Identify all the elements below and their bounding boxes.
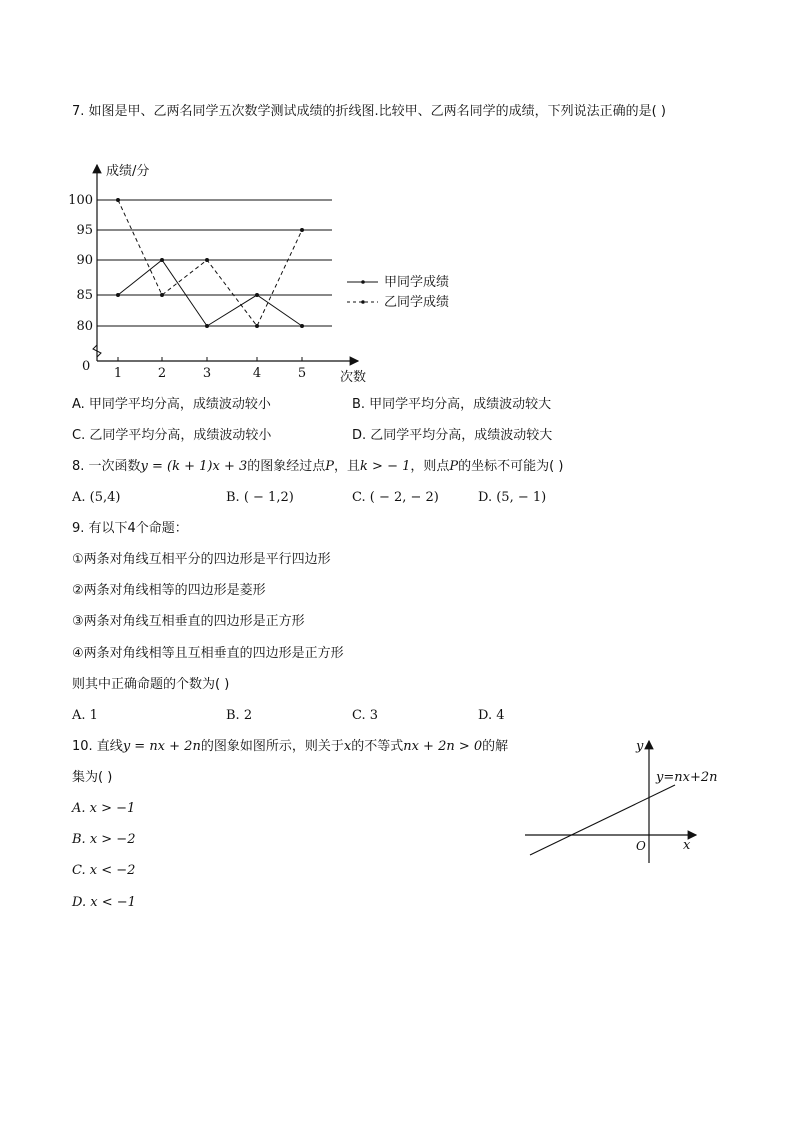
point-jia-5 — [300, 324, 304, 328]
q10-option-b[interactable]: B. x > −2 — [72, 832, 136, 847]
q9-option-d[interactable]: D. 4 — [478, 708, 505, 723]
legend-marker-yi — [361, 300, 365, 304]
q9-prop-1: ①两条对角线互相平分的四边形是平行四边形 — [72, 552, 331, 567]
line-chart — [60, 155, 460, 385]
q10-y-label: y — [636, 739, 644, 754]
y-tick-label-95: 95 — [76, 223, 93, 238]
q10-stem — [72, 739, 508, 755]
q10-option-a[interactable]: A. x > −1 — [72, 801, 136, 816]
q7-option-b[interactable]: B. 甲同学平均分高，成绩波动较大 — [352, 397, 552, 412]
point-yi-2 — [160, 293, 164, 297]
q10-graph — [520, 735, 730, 875]
q10-x-label: x — [683, 838, 691, 853]
x-tick-label-3: 3 — [202, 366, 212, 381]
q10-formula: y = nx + 2n — [122, 739, 201, 754]
y-tick-label-80: 80 — [76, 319, 93, 334]
y-tick-label-90: 90 — [76, 253, 93, 268]
x-tick-label-1: 1 — [113, 366, 123, 381]
q8-prefix: 8. 一次函数 — [72, 459, 141, 474]
q8-mid2: ，且 — [334, 459, 361, 474]
q8-point: P — [325, 459, 335, 474]
q7-option-d[interactable]: D. 乙同学平均分高，成绩波动较大 — [352, 428, 553, 443]
q10-mid2: 的不等式 — [351, 739, 404, 754]
q9-prop-3: ③两条对角线互相垂直的四边形是正方形 — [72, 614, 305, 629]
y-tick-label-85: 85 — [76, 288, 93, 303]
q8-point2: P — [449, 459, 459, 474]
q9-prop-2: ②两条对角线相等的四边形是菱形 — [72, 583, 266, 598]
q7-option-c[interactable]: C. 乙同学平均分高，成绩波动较小 — [72, 428, 272, 443]
q8-stem — [72, 459, 563, 475]
x-tick-label-5: 5 — [297, 366, 307, 381]
q8-option-a[interactable]: A. (5,4) — [72, 490, 121, 505]
point-jia-2 — [160, 258, 164, 262]
q9-prop-4: ④两条对角线相等且互相垂直的四边形是正方形 — [72, 646, 344, 661]
chart-origin-label: 0 — [82, 359, 91, 374]
x-tick-label-2: 2 — [157, 366, 167, 381]
q10-option-d[interactable]: D. x < −1 — [72, 895, 136, 910]
q9-option-b[interactable]: B. 2 — [226, 708, 253, 723]
legend-marker-jia — [361, 280, 365, 284]
point-jia-3 — [205, 324, 209, 328]
point-jia-1 — [116, 293, 120, 297]
point-jia-4 — [255, 293, 259, 297]
q8-suffix: 的坐标不可能为( ) — [458, 459, 564, 474]
q10-stem-line2: 集为( ) — [72, 770, 113, 785]
q10-line-label: y=nx+2n — [656, 770, 718, 785]
q10-mid: 的图象如图所示，则关于 — [200, 739, 344, 754]
point-yi-3 — [205, 258, 209, 262]
q10-option-c[interactable]: C. x < −2 — [72, 863, 136, 878]
x-tick-label-4: 4 — [252, 366, 262, 381]
q10-var: x — [343, 739, 352, 754]
y-tick-label-100: 100 — [68, 193, 93, 208]
q10-origin-label: O — [636, 839, 646, 853]
q8-option-c[interactable]: C. ( − 2, − 2) — [352, 490, 439, 505]
q8-formula: y = (k + 1)x + 3 — [140, 459, 248, 474]
chart-ylabel: 成绩/分 — [106, 164, 150, 179]
q10-prefix: 10. 直线 — [72, 739, 123, 754]
q8-condition: k > − 1 — [360, 459, 411, 474]
point-yi-1 — [116, 198, 120, 202]
q10-inequality: nx + 2n > 0 — [403, 739, 483, 754]
chart-xlabel: 次数 — [340, 370, 367, 385]
q7-option-a[interactable]: A. 甲同学平均分高，成绩波动较小 — [72, 397, 271, 412]
point-yi-5 — [300, 228, 304, 232]
q8-mid: 的图象经过点 — [247, 459, 326, 474]
q8-option-b[interactable]: B. ( − 1,2) — [226, 490, 294, 505]
q9-stem: 9. 有以下4个命题： — [72, 521, 188, 536]
q8-mid3: ，则点 — [410, 459, 450, 474]
q10-suffix: 的解 — [482, 739, 509, 754]
q10-line — [530, 785, 675, 855]
chart-legend — [347, 274, 449, 310]
series-line-jia — [118, 260, 302, 326]
legend-label-jia: 甲同学成绩 — [384, 275, 450, 290]
q9-option-c[interactable]: C. 3 — [352, 708, 379, 723]
q7-stem: 7. 如图是甲、乙两名同学五次数学测试成绩的折线图.比较甲、乙两名同学的成绩，下列说法正确的是( ) — [72, 104, 666, 119]
q9-option-a[interactable]: A. 1 — [72, 708, 98, 723]
point-yi-4 — [255, 324, 259, 328]
q9-question: 则其中正确命题的个数为( ) — [72, 677, 230, 692]
q8-option-d[interactable]: D. (5, − 1) — [478, 490, 547, 505]
legend-label-yi: 乙同学成绩 — [384, 295, 450, 310]
